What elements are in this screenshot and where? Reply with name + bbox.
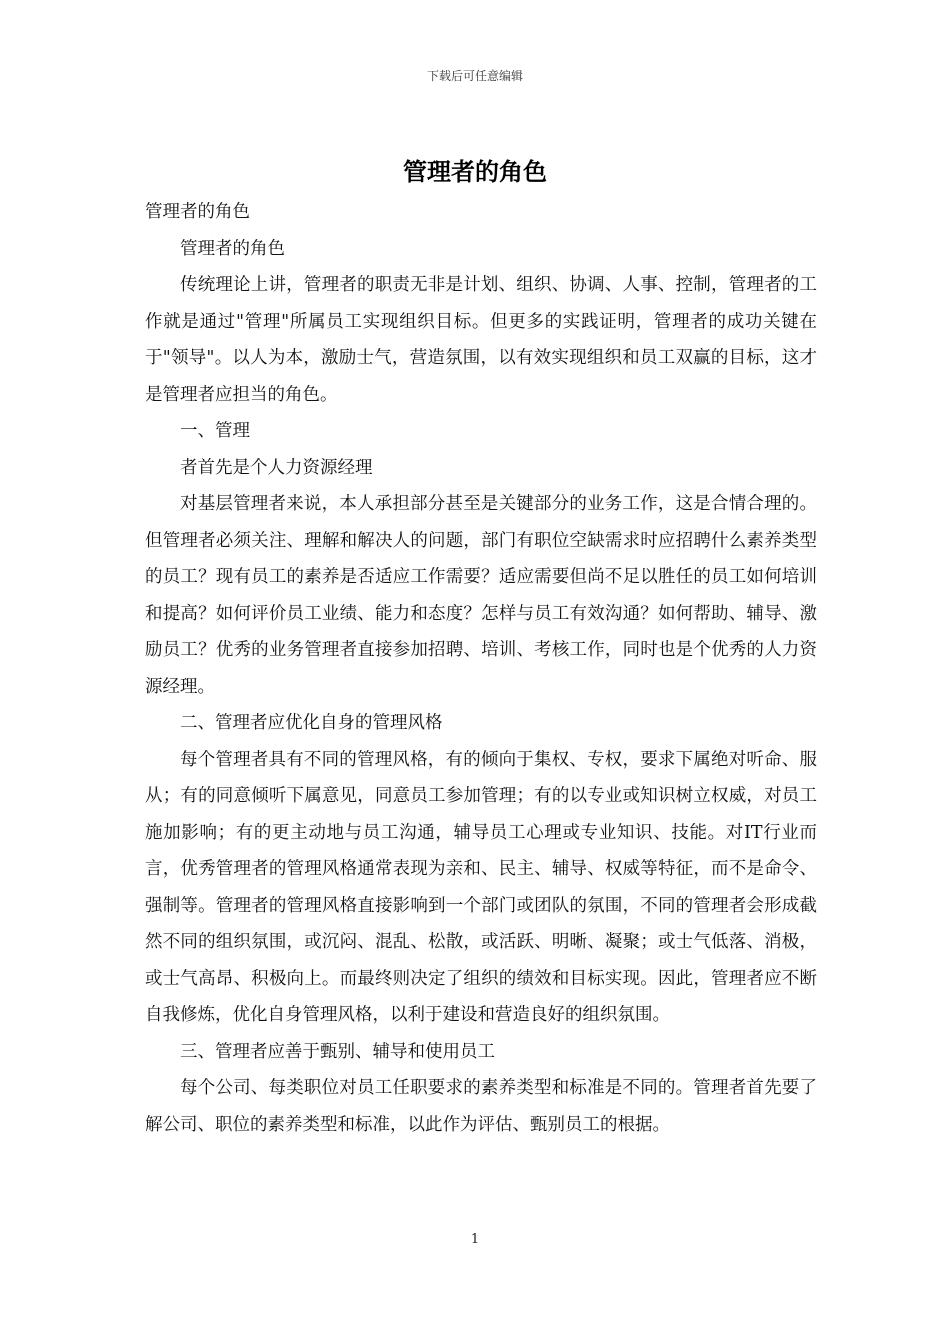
document-body [145,194,817,1143]
paragraph-subtitle: 管理者的角色 [145,202,250,222]
document-title: 管理者的角色 [403,158,547,186]
page-number: 1 [470,1232,480,1247]
paragraph: 每个管理者具有不同的管理风格，有的倾向于集权、专权，要求下属绝对听命、服从；有的同意倾听下属意见，同意员工参加管理；有的以专业或知识树立权威，对员工施加影响；有的更主动地与员工沟通，辅导员工心理或专业知识、技能。对IT行业而言，优秀管理者的管理风格通常表现为亲和、民主、辅导、权威等特征，而不是命令、强制等。管理者的管理风格直接影响到一个部门或团队的氛围，不同的管理者会形成截然不同的组织氛围，或沉闷、混乱、松散，或活跃、明晰、凝聚；或士气低落、消极，或士气高昂、积极向上。而最终则决定了组织的绩效和目标实现。因此，管理者应不断自我修炼，优化自身管理风格，以利于建设和营造良好的组织氛围。 [145,749,817,1025]
section-heading: 一、管理 [180,421,250,441]
section-heading-continued: 者首先是个人力资源经理 [180,457,373,478]
paragraph: 对基层管理者来说，本人承担部分甚至是关键部分的业务工作，这是合情合理的。但管理者必须关注、理解和解决人的问题，部门有职位空缺需求时应招聘什么素养类型的员工？现有员工的素养是否适应工作需要？适应需要但尚不足以胜任的员工如何培训和提高？如何评价员工业绩、能力和态度？怎样与员工有效沟通？如何帮助、辅导、激励员工？优秀的业务管理者直接参加招聘、培训、考核工作，同时也是个优秀的人力资源经理。 [145,494,817,697]
paragraph: 传统理论上讲，管理者的职责无非是计划、组织、协调、人事、控制，管理者的工作就是通过"管理"所属员工实现组织目标。但更多的实践证明，管理者的成功关键在于"领导"。以人为本，激励士气，营造氛围，以有效实现组织和员工双赢的目标，这才是管理者应担当的角色。 [145,275,817,405]
paragraph: 每个公司、每类职位对员工任职要求的素养类型和标准是不同的。管理者首先要了解公司、职位的素养类型和标准，以此作为评估、甄别员工的根据。 [145,1078,817,1135]
page-header: 下载后可任意编辑 [426,69,523,83]
section-heading: 二、管理者应优化自身的管理风格 [180,713,443,733]
section-heading: 三、管理者应善于甄别、辅导和使用员工 [180,1041,495,1062]
paragraph: 管理者的角色 [180,238,285,259]
